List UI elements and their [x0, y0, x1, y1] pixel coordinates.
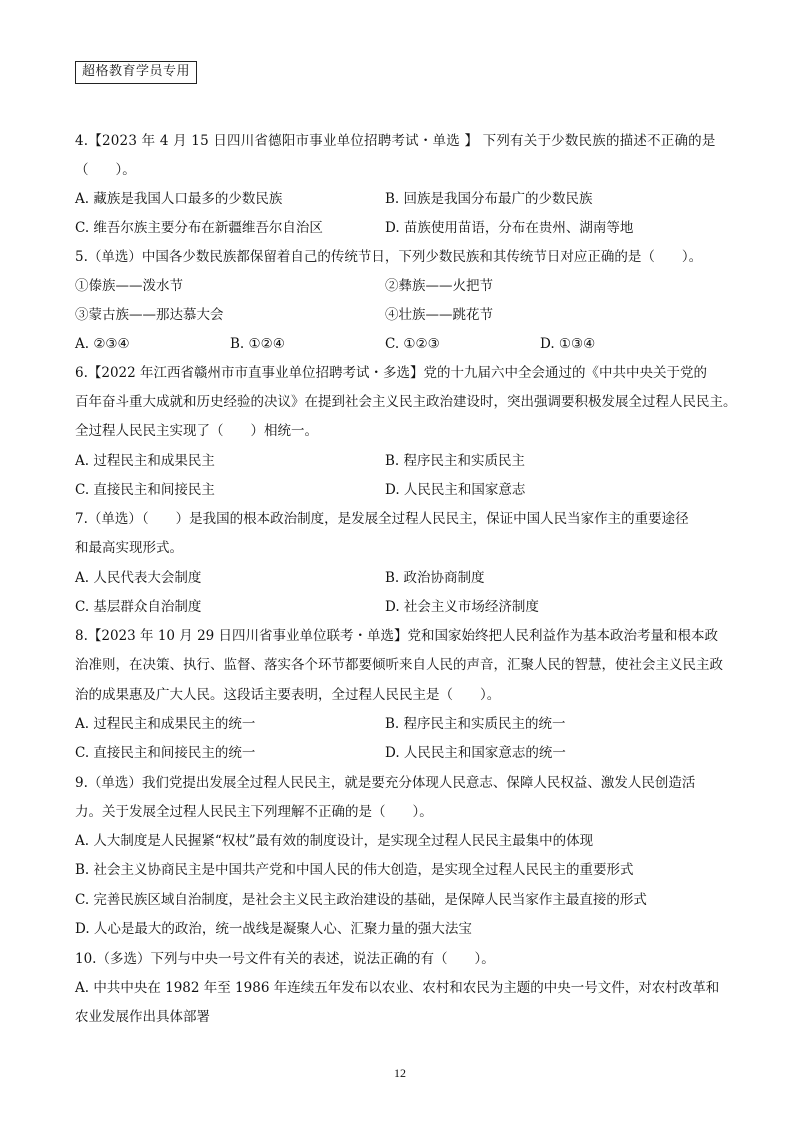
question-8-text-line-1: 8.【2023 年 10 月 29 日四川省事业单位联考・单选】党和国家始终把人民利益作为基本政治考量和根本政: [75, 628, 719, 644]
question-9-option-b: B. 社会主义协商民主是中国共产党和中国人民的伟大创造，是实现全过程人民民主的重要形式: [75, 862, 634, 878]
option-c: C. 基层群众自治制度: [75, 599, 202, 615]
question-10-option-a-line-2: 农业发展作出具体部署: [75, 1009, 210, 1025]
option-b: B. 程序民主和实质民主的统一: [385, 716, 566, 732]
page-number: 12: [394, 1066, 406, 1080]
question-6-text-line-2: 百年奋斗重大成就和历史经验的决议》在提到社会主义民主政治建设时，突出强调要积极发展全过程人民民主。: [75, 394, 737, 410]
option-c: C. 直接民主和间接民主的统一: [75, 745, 256, 761]
item-4: ④壮族——跳花节: [385, 307, 493, 323]
question-10-option-a-line-1: A. 中共中央在 1982 年至 1986 年连续五年发布以农业、农村和农民为主题的中央一号文件，对农村改革和: [75, 980, 720, 996]
question-10-text: 10.（多选）下列与中央一号文件有关的表述，说法正确的有（ ）。: [75, 951, 495, 967]
item-2: ②彝族——火把节: [385, 278, 493, 294]
question-6-text-line-3: 全过程人民民主实现了（ ）相统一。: [75, 423, 318, 439]
question-9-text-line-1: 9.（单选）我们党提出发展全过程人民民主，就是要充分体现人民意志、保障人民权益、激发人民创造活: [75, 775, 696, 791]
option-c: C. 维吾尔族主要分布在新疆维吾尔自治区: [75, 220, 323, 236]
question-8-options-row-2: [75, 744, 730, 762]
question-4-options-row-2: [75, 219, 730, 237]
question-7-options-row-2: [75, 598, 730, 616]
question-7-text-line-2: 和最高实现形式。: [75, 540, 183, 556]
question-8-options-row-1: [75, 715, 730, 733]
question-6-text-line-1: 6.【2022 年江西省赣州市市直事业单位招聘考试・多选】党的十九届六中全会通过的《中共中央关于党的: [75, 365, 708, 381]
question-4-options-row-1: [75, 190, 730, 208]
question-9-option-a: A. 人大制度是人民握紧“权杖”最有效的制度设计，是实现全过程人民民主最集中的体现: [75, 833, 594, 849]
question-5-items-row-2: [75, 306, 730, 324]
question-4-blank: （ ）。: [75, 162, 136, 178]
question-7-text-line-1: 7.（单选）（ ）是我国的根本政治制度，是发展全过程人民民主，保证中国人民当家作主的重要途径: [75, 511, 689, 527]
question-8-text-line-2: 治准则，在决策、执行、监督、落实各个环节都要倾听来自人民的声音，汇聚人民的智慧，使社会主义民主政: [75, 657, 723, 673]
option-d: D. 人民民主和国家意志的统一: [385, 745, 566, 761]
option-c: C. 直接民主和间接民主: [75, 482, 215, 498]
option-a: A. 过程民主和成果民主的统一: [75, 716, 256, 732]
question-8-text-line-3: 治的成果惠及广大人民。这段话主要表明，全过程人民民主是（ ）。: [75, 687, 501, 703]
question-5-items-row-1: [75, 277, 730, 295]
question-7-options-row-1: [75, 569, 730, 587]
question-5-options: [75, 335, 730, 353]
item-3: ③蒙古族——那达慕大会: [75, 307, 224, 323]
question-9-option-d: D. 人心是最大的政治，统一战线是凝聚人心、汇聚力量的强大法宝: [75, 921, 472, 937]
item-1: ①傣族——泼水节: [75, 278, 183, 294]
option-b: B. 回族是我国分布最广的少数民族: [385, 191, 593, 207]
question-9-option-c: C. 完善民族区域自治制度，是社会主义民主政治建设的基础，是保障人民当家作主最直接的形式: [75, 892, 647, 908]
option-d: D. 人民民主和国家意志: [385, 482, 526, 498]
option-d: D. 苗族使用苗语，分布在贵州、湖南等地: [385, 220, 634, 236]
option-b: B. ①②④: [230, 336, 285, 352]
option-a: A. 过程民主和成果民主: [75, 453, 215, 469]
option-b: B. 程序民主和实质民主: [385, 453, 526, 469]
question-6-options-row-1: [75, 452, 730, 470]
option-a: A. 人民代表大会制度: [75, 570, 202, 586]
option-c: C. ①②③: [385, 336, 440, 352]
question-5-text: 5.（单选）中国各少数民族都保留着自己的传统节日，下列少数民族和其传统节日对应正确的是（ ）。: [75, 249, 703, 265]
watermark-stamp: 超格教育学员专用: [75, 61, 197, 84]
option-a: A. ②③④: [75, 336, 130, 352]
question-4-text: 4.【2023 年 4 月 15 日四川省德阳市事业单位招聘考试・单选 】 下列有关于少数民族的描述不正确的是: [75, 133, 716, 149]
option-d: D. ①③④: [540, 336, 596, 352]
option-b: B. 政治协商制度: [385, 570, 485, 586]
question-6-options-row-2: [75, 481, 730, 499]
option-d: D. 社会主义市场经济制度: [385, 599, 539, 615]
question-9-text-line-2: 力。关于发展全过程人民民主下列理解不正确的是（ ）。: [75, 804, 433, 820]
option-a: A. 藏族是我国人口最多的少数民族: [75, 191, 283, 207]
